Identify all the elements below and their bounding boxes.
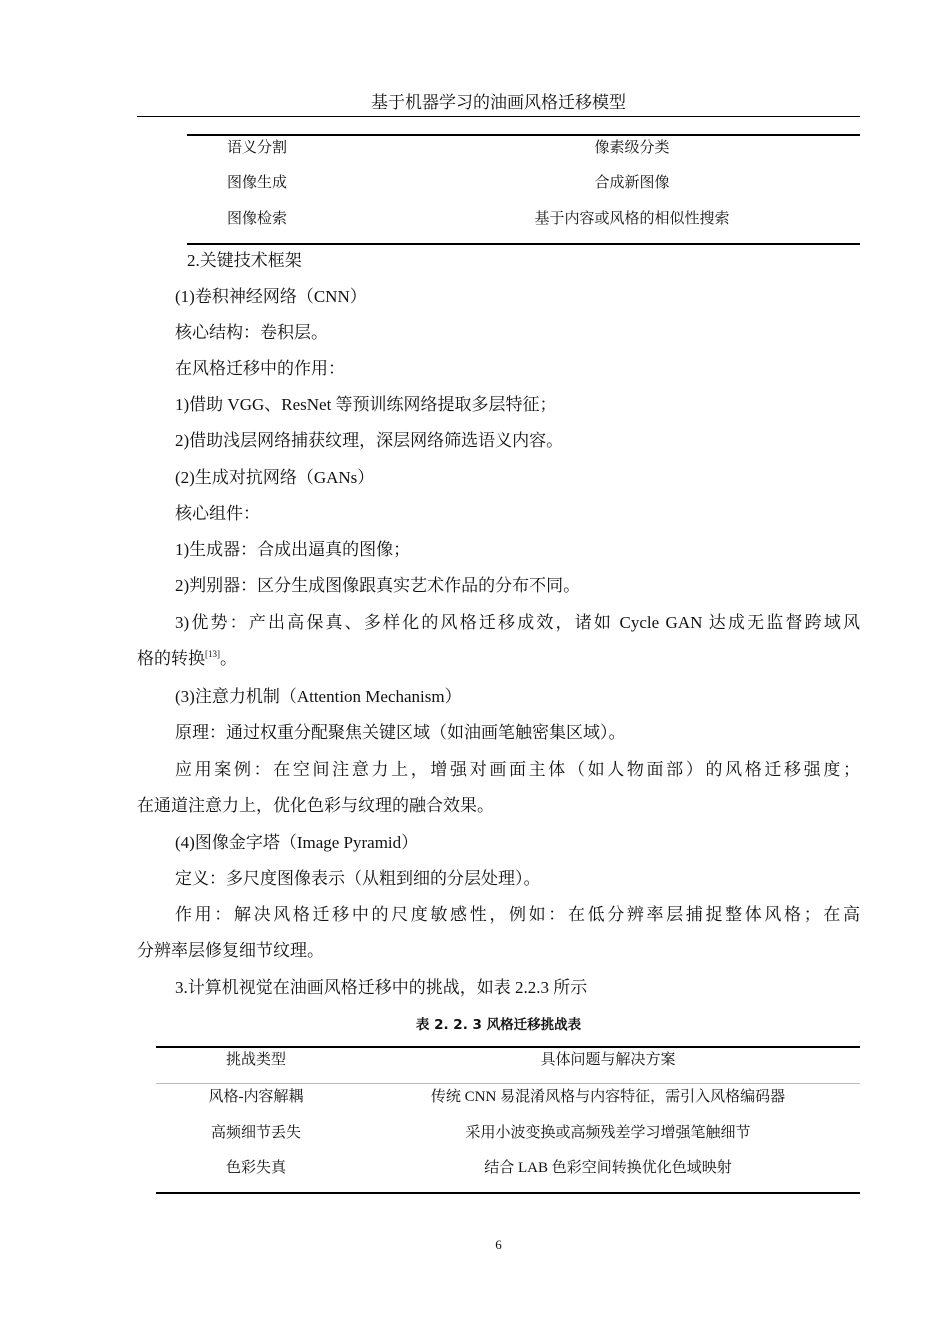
table2-bottom-rule — [156, 1192, 860, 1194]
list-item: 3)优势：产出高保真、多样化的风格迁移成效，诸如 Cycle GAN 达成无监督跨域风 — [175, 613, 860, 632]
subsection-heading: (3)注意力机制（Attention Mechanism） — [175, 687, 462, 706]
table-row — [156, 1156, 860, 1180]
subsection-heading: (4)图像金字塔（Image Pyramid） — [175, 833, 419, 852]
table-cell: 结合 LAB 色彩空间转换优化色域映射 — [484, 1160, 732, 1176]
section-heading: 3.计算机视觉在油画风格迁移中的挑战，如表 2.2.3 所示 — [175, 978, 588, 997]
page-header-title: 基于机器学习的油画风格迁移模型 — [371, 93, 626, 112]
table-cell: 合成新图像 — [594, 175, 670, 191]
table-cell: 图像检索 — [227, 211, 288, 227]
list-item: 1)借助 VGG、ResNet 等预训练网络提取多层特征； — [175, 395, 557, 414]
paragraph-continuation — [137, 647, 860, 671]
table-row — [187, 136, 860, 160]
table-cell: 像素级分类 — [594, 140, 670, 156]
table-cell: 传统 CNN 易混淆风格与内容特征，需引入风格编码器 — [430, 1089, 786, 1105]
table-cell: 基于内容或风格的相似性搜索 — [534, 211, 730, 227]
paragraph: 核心结构：卷积层。 — [175, 323, 328, 342]
paragraph-continuation: 分辨率层修复细节纹理。 — [137, 941, 324, 960]
table-caption: 表 2. 2. 3 风格迁移挑战表 — [415, 1017, 582, 1033]
paragraph: 核心组件： — [175, 504, 260, 523]
table-row — [156, 1121, 860, 1145]
subsection-heading: (2)生成对抗网络（GANs） — [175, 468, 375, 487]
paragraph: 在风格迁移中的作用： — [175, 359, 345, 378]
list-item: 1)生成器：合成出逼真的图像； — [175, 540, 411, 559]
list-item: 2)判别器：区分生成图像跟真实艺术作品的分布不同。 — [175, 576, 581, 595]
list-item: 2)借助浅层网络捕获纹理，深层网络筛选语义内容。 — [175, 431, 564, 450]
paragraph: 应用案例：在空间注意力上，增强对画面主体（如人物面部）的风格迁移强度； — [175, 760, 860, 779]
table-cell: 高频细节丢失 — [210, 1125, 301, 1141]
table-row — [187, 207, 860, 231]
paragraph: 作用：解决风格迁移中的尺度敏感性，例如：在低分辨率层捕捉整体风格；在高 — [175, 905, 860, 924]
table1-bottom-rule — [187, 243, 860, 245]
paragraph: 定义：多尺度图像表示（从粗到细的分层处理）。 — [175, 869, 541, 888]
table-header-cell: 具体问题与解决方案 — [540, 1052, 676, 1068]
section-heading: 2.关键技术框架 — [187, 251, 302, 270]
punctuation: 。 — [220, 649, 237, 668]
citation-ref: [13] — [205, 649, 220, 659]
table-cell: 色彩失真 — [225, 1160, 286, 1176]
subsection-heading: (1)卷积神经网络（CNN） — [175, 287, 367, 306]
table-cell: 风格-内容解耦 — [208, 1089, 304, 1105]
paragraph-text: 格的转换 — [137, 649, 205, 668]
page-number: 6 — [495, 1237, 502, 1252]
table-cell: 语义分割 — [227, 140, 288, 156]
paragraph: 原理：通过权重分配聚焦关键区域（如油画笔触密集区域）。 — [175, 723, 626, 742]
header-divider — [137, 116, 860, 117]
table2-header-rule — [156, 1083, 860, 1084]
table-cell: 图像生成 — [227, 175, 288, 191]
table-cell: 采用小波变换或高频残差学习增强笔触细节 — [465, 1125, 751, 1141]
table-row — [187, 171, 860, 195]
table-header-row — [156, 1048, 860, 1072]
table-row — [156, 1085, 860, 1109]
paragraph-continuation: 在通道注意力上，优化色彩与纹理的融合效果。 — [137, 796, 494, 815]
table-header-cell: 挑战类型 — [225, 1052, 286, 1068]
